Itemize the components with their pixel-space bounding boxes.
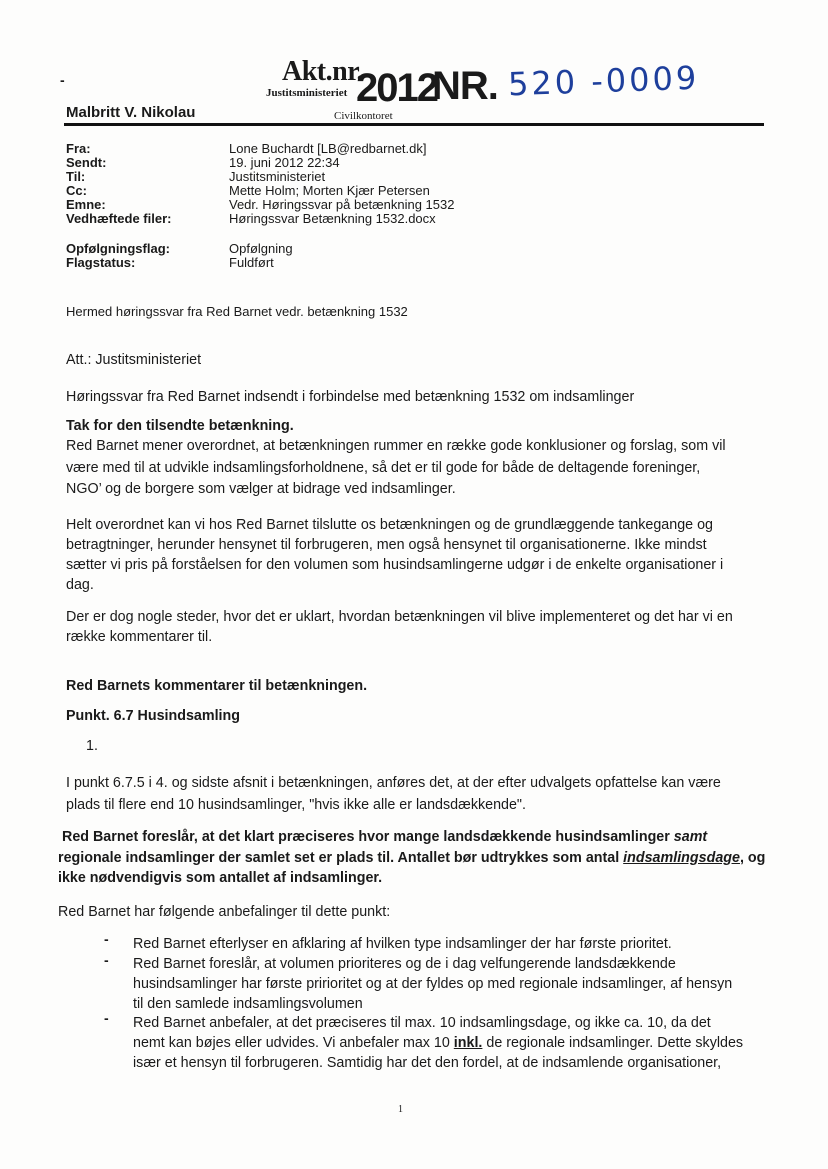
paragraph-1-line-3: NGO’ og de borgere som vælger at bidrage ved indsamlinger.: [66, 481, 456, 497]
paragraph-4-line-1: I punkt 6.7.5 i 4. og sidste afsnit i betænkningen, anføres det, at der efter udvalgets opfattelse kan være: [66, 775, 721, 791]
meta-key-followup-flag: Opfølgningsflag:: [66, 241, 170, 256]
bullet-1: Red Barnet efterlyser en afklaring af hvilken type indsamlinger der har første prioritet.: [133, 936, 672, 952]
meta-value-attachments: Høringssvar Betænkning 1532.docx: [229, 211, 436, 226]
bullet-3-line-3: især et hensyn til forbrugeren. Samtidig har det den fordel, at de indsamlende organisationer,: [133, 1055, 722, 1071]
meta-value-to: Justitsministeriet: [229, 169, 326, 184]
intro-line: Hermed høringssvar fra Red Barnet vedr. betænkning 1532: [66, 304, 408, 319]
recommendations-intro: Red Barnet har følgende anbefalinger til dette punkt:: [58, 904, 391, 920]
recommendation-text: , og: [739, 850, 766, 866]
meta-key-flag-status: Flagstatus:: [66, 255, 136, 270]
item-number: 1.: [86, 738, 98, 754]
recommendation-line-3: ikke nødvendigvis som antallet af indsamlinger.: [58, 870, 383, 886]
meta-value-followup-flag: Opfølgning: [229, 241, 293, 256]
bullet-2-line-3: til den samlede indsamlingsvolumen: [133, 996, 363, 1012]
meta-value-sent: 19. juni 2012 22:34: [229, 155, 340, 170]
meta-value-subject: Vedr. Høringssvar på betænkning 1532: [229, 197, 455, 212]
attention-line: Att.: Justitsministeriet: [66, 352, 202, 368]
margin-mark: -: [60, 72, 65, 88]
stamp-ministry: Justitsministeriet: [266, 87, 348, 99]
recommendation-emphasis: samt: [673, 829, 708, 845]
meta-key-sent: Sendt:: [66, 155, 107, 170]
stamp-handwritten-number: 520 -0009: [507, 58, 700, 104]
recommendation-text: regionale indsamlinger der samlet set er plads til. Antallet bør udtrykkes som antal: [58, 850, 624, 866]
sender-name: Malbritt V. Nikolau: [66, 104, 196, 121]
bullet-dash-2: -: [104, 952, 109, 968]
meta-key-from: Fra:: [66, 141, 91, 156]
meta-key-cc: Cc:: [66, 183, 87, 198]
paragraph-2-line-4: dag.: [66, 577, 94, 593]
paragraph-3-line-2: række kommentarer til.: [66, 629, 213, 645]
meta-key-attachments: Vedhæftede filer:: [66, 211, 172, 226]
stamp-year: 2012: [356, 66, 437, 110]
meta-key-to: Til:: [66, 169, 86, 184]
bullet-dash-3: -: [104, 1010, 109, 1026]
meta-value-flag-status: Fuldført: [229, 255, 274, 270]
recommendation-line-1: [62, 827, 707, 847]
bullet-2-line-1: Red Barnet foreslår, at volumen prioriteres og de i dag velfungerende landsdækkende: [133, 956, 676, 972]
meta-key-subject: Emne:: [66, 197, 106, 212]
stamp-akt-label: Akt.nr.: [282, 56, 364, 87]
stamp-office: Civilkontoret: [334, 110, 393, 122]
bullet-3-text: nemt kan bøjes eller udvides. Vi anbefaler max 10: [133, 1035, 454, 1051]
page-number: 1: [398, 1104, 403, 1115]
recommendation-underlined: indsamlingsdage: [623, 850, 740, 866]
stamp-nr: NR.: [432, 64, 498, 108]
paragraph-4-line-2: plads til flere end 10 husindsamlinger, "hvis ikke alle er landsdækkende".: [66, 797, 526, 813]
paragraph-3-line-1: Der er dog nogle steder, hvor det er uklart, hvordan betænkningen vil blive implementeret og det har vi en: [66, 609, 733, 625]
paragraph-2-line-1: Helt overordnet kan vi hos Red Barnet tilslutte os betænkningen og de grundlæggende tankegange og: [66, 517, 713, 533]
bullet-3-underlined: inkl.: [453, 1035, 483, 1051]
meta-value-from: Lone Buchardt [LB@redbarnet.dk]: [229, 141, 427, 156]
thanks-heading: Tak for den tilsendte betænkning.: [66, 418, 294, 434]
paragraph-2-line-3: sætter vi pris på forståelsen for den volumen som husindsamlingerne udgør i de enkelte organisationer i: [66, 557, 724, 573]
bullet-3-line-1: Red Barnet anbefaler, at det præciseres til max. 10 indsamlingsdage, og ikke ca. 10, da det: [133, 1015, 711, 1031]
section-heading: Punkt. 6.7 Husindsamling: [66, 708, 240, 724]
bullet-2-line-2: husindsamlinger har første pririoritet og at der fyldes op med regionale indsamlinger, af hensyn: [133, 976, 733, 992]
paragraph-1-line-1: Red Barnet mener overordnet, at betænkningen rummer en række gode konklusioner og forslag, som vil: [66, 438, 726, 454]
paragraph-1-line-2: være med til at udvikle indsamlingsforholdnene, så det er til gode for både de deltagende foreninger,: [66, 460, 701, 476]
recommendation-line-2: [58, 848, 765, 868]
meta-value-cc: Mette Holm; Morten Kjær Petersen: [229, 183, 430, 198]
comments-heading: Red Barnets kommentarer til betænkningen.: [66, 678, 368, 694]
paragraph-2-line-2: betragtninger, herunder hensynet til forbrugeren, men også hensynet til organisationerne. Ikke mindst: [66, 537, 707, 553]
bullet-3-text: de regionale indsamlinger. Dette skyldes: [482, 1035, 744, 1051]
bullet-dash-1: -: [104, 931, 109, 947]
subject-line: Høringssvar fra Red Barnet indsendt i forbindelse med betænkning 1532 om indsamlinger: [66, 389, 635, 405]
header-rule: [64, 123, 764, 126]
recommendation-text: Red Barnet foreslår, at det klart præciseres hvor mange landsdækkende husindsamlinger: [62, 829, 674, 845]
bullet-3-line-2: [133, 1033, 743, 1053]
